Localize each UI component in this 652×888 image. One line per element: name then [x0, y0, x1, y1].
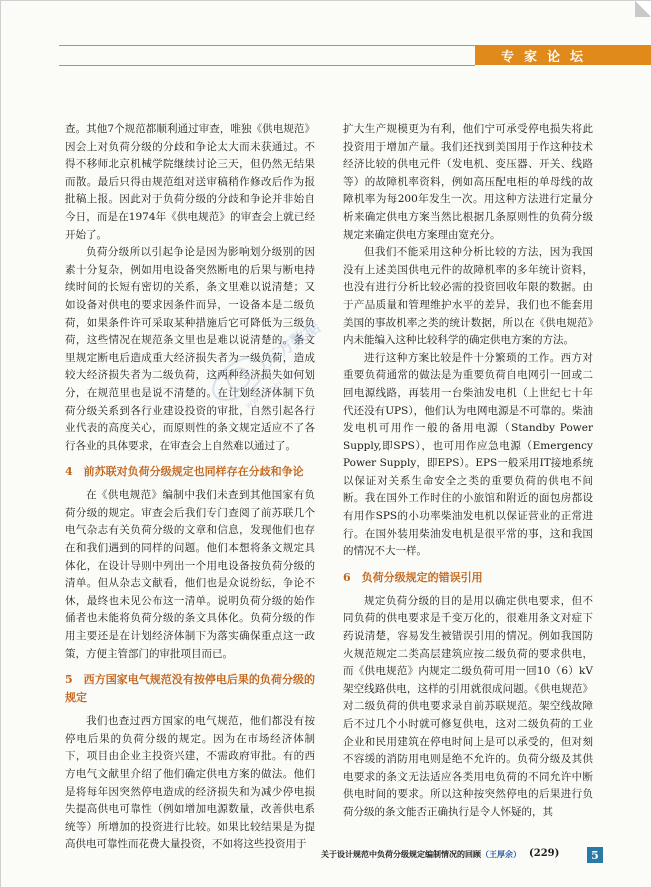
paragraph: 规定负荷分级的目的是用以确定供电要求，但不同负荷的供电要求是千变万化的，很难用条文对症下药说清楚，容易发生被错误引用的情况。例如我国防火规范规定二类高层建筑应按二级负荷的要求供电，而《供电规范》内规定二级负荷可用一回10（6）kV架空线路供电，这样的引用就很成问题。《供电规范》对二级负荷的供电要求录自前苏联规范。架空线故障后不过几个小时就可修复供电，这对二级负荷的工业企业和民用建筑在停电时间上是可以承受的，但对刻不容缓的消防用电则是绝不允许的。负荷分级及其供电要求的条文无法适应各类用电负荷的不同允许中断供电时间的要求。所以这种按突然停电的后果进行负荷分级的条文能否正确执行是令人怀疑的，其 — [343, 594, 593, 818]
header-rule-bottom — [59, 65, 475, 66]
footer-author: （王厚余） — [481, 849, 521, 859]
section-heading-4: 4 前苏联对负荷分级规定也同样存在分歧和争论 — [65, 465, 304, 479]
header-rule-top — [59, 45, 475, 46]
footer-article-title: 关于设计规范中负荷分级规定编制情况的回顾 — [321, 849, 481, 859]
running-footer-title — [321, 849, 521, 860]
section-heading-6: 6 负荷分级规定的错误引用 — [343, 570, 483, 584]
section-title: 专家论坛 — [501, 49, 594, 65]
paragraph: 查。其他7个规范都顺利通过审查，唯独《供电规范》因会上对负荷分级的分歧和争论太大而未获通过。不得不移师北京机械学院继续讨论三天，但仍然无结果而散。最后只得由规范组对送审稿稍作修改后作为报批稿上报。因此对于负荷分级的分歧和争论并非始自今日，而是在1974年《供电规范》的审查会上就已经开始了。 — [65, 123, 315, 241]
paragraph: 进行这种方案比较是件十分繁琐的工作。西方对重要负荷通常的做法是为重要负荷自电网引一回或二回电源线路，再装用一台柴油发电机（上世纪七十年代还没有UPS），他们认为电网电源是不可靠的。柴油发电机可用作一般的备用电源（Standby Power Supply,即SPS），也可用作应急电源（Emergency Power Supply，即EPS）。EPS一般采用IT接地系统以保证对关系生命安全之类的重要负荷的供电不间断。我在国外工作时住的小旅馆和附近的面包房都设有用作SPS的小功率柴油发电机以保证营业的正常进行。在国外装用柴油发电机是很平常的事，这和我国的情况不大一样。 — [343, 351, 593, 558]
page-number: 5 — [587, 847, 603, 863]
section-heading-5: 5 西方国家电气规范没有按停电后果的负荷分级的规定 — [65, 673, 315, 705]
left-column — [65, 121, 315, 854]
paragraph: 扩大生产规模更为有利，他们宁可承受停电损失将此投资用于增加产量。我们还找到美国用于作这种技术经济比较的供电元件（发电机、变压器、开关、线路等）的故障机率资料，例如高压配电柜的单母线的故障机率为每200年发生一次。用这种方法进行定量分析来确定供电方案当然比根据几条原则性的负荷分级规定来确定供电方案理由宽充分。 — [343, 123, 593, 241]
section-header-band — [475, 45, 652, 65]
paragraph: 我们也查过西方国家的电气规范，他们都没有按停电后果的负荷分级的规定。因为在市场经济体制下，项目由企业主投资兴建，不需政府审批。有的西方电气文献里介绍了他们确定供电方案的做法。他们是将每年因突然停电造成的经济损失和为减少停电损失提高供电可靠性（例如增加电源数量，改善供电系统等）所增加的投资进行比较。如果比较结果是为提高供电可靠性而花费大量投资，不如将这些投资用于 — [65, 715, 315, 851]
paragraph: 负荷分级所以引起争论是因为影响划分级别的因素十分复杂，例如用电设备突然断电的后果与断电持续时间的长短有密切的关系，条文里难以说清楚；又如设备对供电的要求因条件而异，一设备本是二级负荷，如果条件许可采取某种措施后它可降低为三级负荷，这些情况在规范条文里也是难以说清楚的。条文里规定断电后造成重大经济损失者为一级负荷，造成较大经济损失者为二级负荷，这两种经济损失如何划分，在规范里也是说不清楚的。在计划经济体制下负荷分级关系到各行业建设投资的审批，自然引起各行业代表的高度关心，而原则性的条文规定适应不了各行各业的具体要求，在审查会上自然难以通过了。 — [65, 246, 315, 452]
paragraph: 但我们不能采用这种分析比较的方法，因为我国没有上述美国供电元件的故障机率的多年统计资料，也没有进行分析比较必需的投资回收年限的数据。由于产品质量和管理维护水平的差异，我们也不能套用美国的事故机率之类的统计数据，所以在《供电规范》内未能编入这种比较科学的确定供电方案的方法。 — [343, 246, 593, 347]
right-column — [343, 121, 593, 822]
paragraph: 在《供电规范》编制中我们未查到其他国家有负荷分级的规定。审查会后我们专门查阅了前苏联几个电气杂志有关负荷分级的文章和信息，发现他们也存在和我们遇到的同样的问题。他们本想将条文规定具体化，在设计导则中列出一个用电设备按负荷分级的清单。但从杂志文献看，他们也是众说纷纭，争论不休，最终也未见公布这一清单。说明负荷分级的始作俑者也未能将负荷分级的条文具体化。负荷分级的作用主要还是在计划经济体制下为落实确保重点这一政策，方便主管部门的审批项目而已。 — [65, 489, 315, 660]
page-footer — [1, 847, 652, 865]
watermark-logo-text: 万方数据 — [260, 317, 324, 370]
issue-number: (229) — [529, 848, 560, 859]
watermark-url: www.cnki.net — [243, 368, 299, 412]
corner-fold-mark — [635, 1, 651, 17]
